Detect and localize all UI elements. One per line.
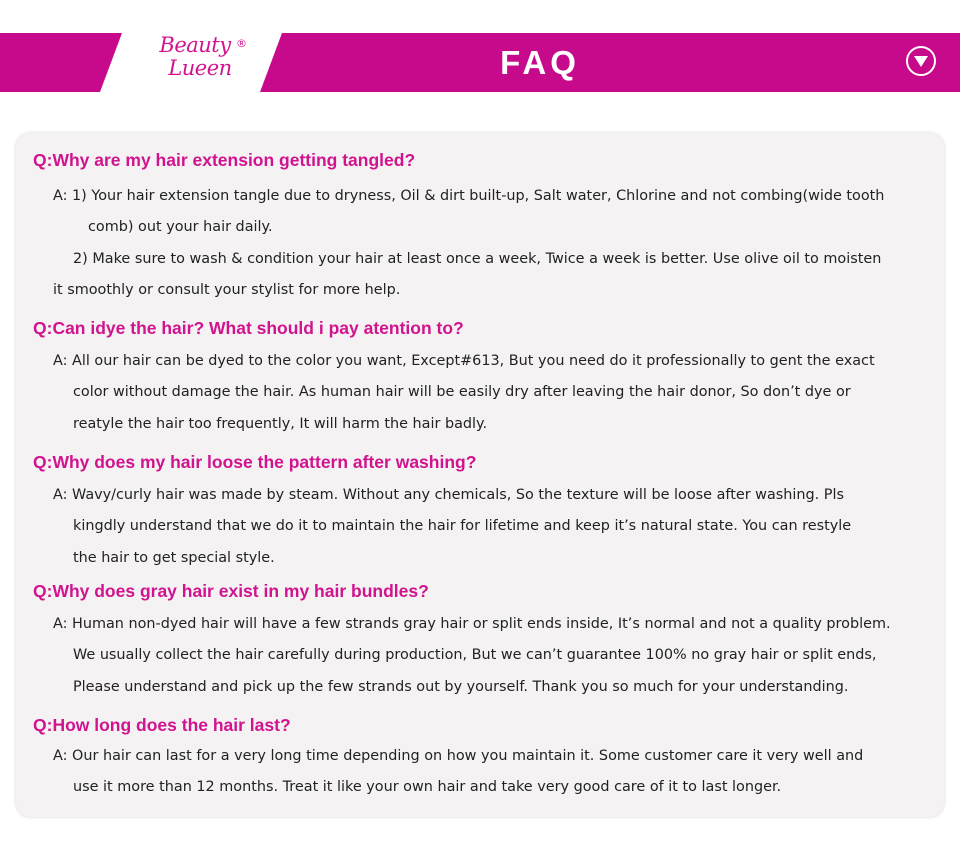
faq-answer-4-line-3: Please understand and pick up the few strands out by yourself. Thank you so much for your understanding. <box>73 679 849 695</box>
faq-answer-2-line-2: color without damage the hair. As human hair will be easily dry after leaving the hair donor, So don’t dye or <box>73 384 851 400</box>
faq-answer-3-line-3: the hair to get special style. <box>73 550 275 566</box>
logo-line-2: Lueen <box>168 56 232 80</box>
faq-answer-3-line-2: kingdly understand that we do it to maintain the hair for lifetime and keep it’s natural state. You can restyle <box>73 518 852 534</box>
faq-question-4: Q:Why does gray hair exist in my hair bundles? <box>33 581 429 601</box>
faq-question-5: Q:How long does the hair last? <box>33 715 291 735</box>
faq-answer-1-line-3: 2) Make sure to wash & condition your hair at least once a week, Twice a week is better. Use olive oil to moisten <box>73 251 882 267</box>
faq-answer-2-line-1: A: All our hair can be dyed to the color you want, Except#613, But you need do it professionally to gent the exact <box>53 353 875 369</box>
faq-answer-1-line-4: it smoothly or consult your stylist for more help. <box>53 282 401 298</box>
faq-question-3: Q:Why does my hair loose the pattern after washing? <box>33 452 477 472</box>
faq-answer-4-line-1: A: Human non-dyed hair will have a few strands gray hair or split ends inside, It’s normal and not a quality problem. <box>53 616 891 632</box>
faq-answer-5-line-2: use it more than 12 months. Treat it like your own hair and take very good care of it to last longer. <box>73 779 782 795</box>
faq-answer-2-line-3: reatyle the hair too frequently, It will harm the hair badly. <box>73 416 488 432</box>
chevron-down-icon <box>914 56 928 68</box>
faq-answer-1-line-2: comb) out your hair daily. <box>88 219 273 235</box>
page-title: FAQ <box>500 44 580 81</box>
faq-question-1: Q:Why are my hair extension getting tangled? <box>33 150 416 170</box>
faq-answer-4-line-2: We usually collect the hair carefully during production, But we can’t guarantee 100% no gray hair or split ends, <box>73 647 877 663</box>
scroll-down-button[interactable] <box>906 46 936 76</box>
registered-mark: ® <box>236 37 247 50</box>
faq-answer-1-line-1: A: 1) Your hair extension tangle due to dryness, Oil & dirt built-up, Salt water, Chlorine and not combing(wide tooth <box>53 188 885 204</box>
faq-question-2: Q:Can idye the hair? What should i pay atention to? <box>33 318 464 338</box>
logo-line-1: Beauty <box>159 33 231 57</box>
faq-answer-3-line-1: A: Wavy/curly hair was made by steam. Without any chemicals, So the texture will be loose after washing. Pls <box>53 487 844 503</box>
brand-logo[interactable] <box>100 33 282 92</box>
faq-answer-5-line-1: A: Our hair can last for a very long time depending on how you maintain it. Some customer care it very well and <box>53 748 864 764</box>
